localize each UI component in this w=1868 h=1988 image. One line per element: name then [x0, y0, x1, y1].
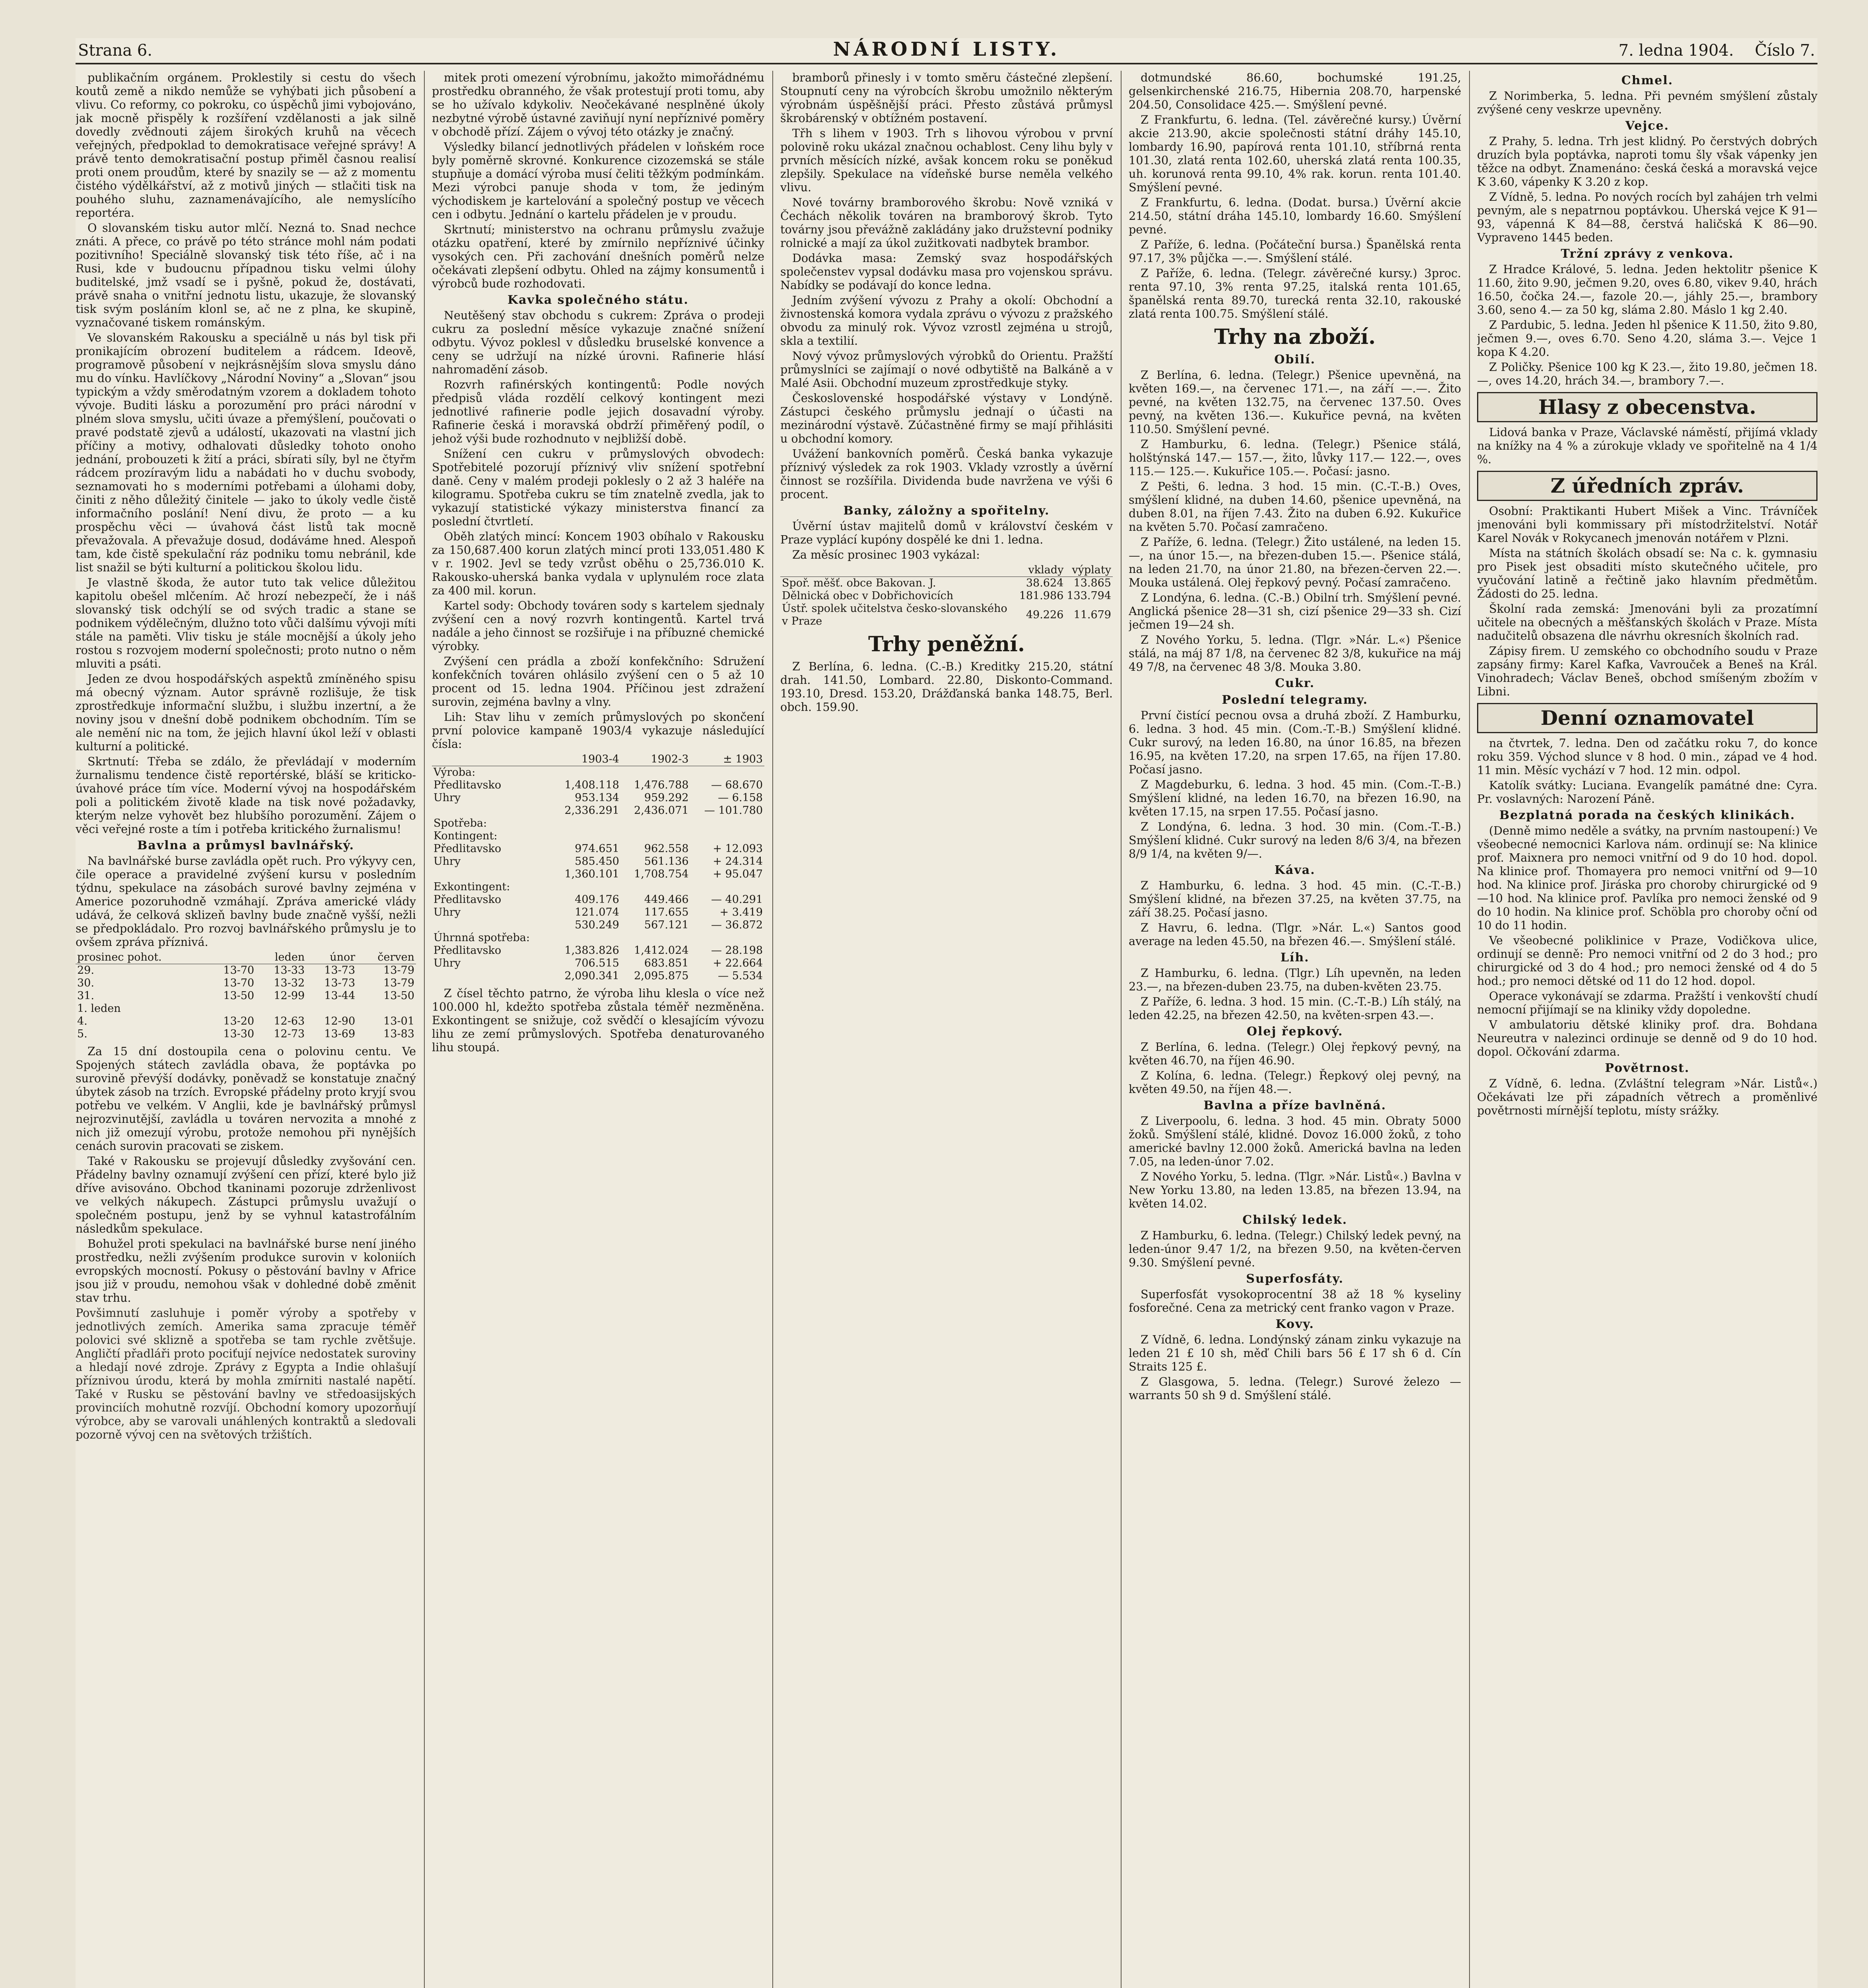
paragraph: Z Paříže, 6. ledna. (Telegr.) Žito ustálené, na leden 15.—, na únor 15.—, na březen-duben 15.—. Pšenice stálá, na leden 21.70, na únor 21.80, na březen-červen 22.—. Mouka ustálená. Olej řepkový pevný. Počasí zamračeno.: [1129, 535, 1461, 589]
paragraph: Z Paříže, 6. ledna. (Počáteční bursa.) Španělská renta 97.17, 3% půjčka —.—. Smýšlení stálé.: [1129, 238, 1461, 265]
section-subheading: Tržní zprávy z venkova.: [1561, 247, 1734, 261]
paragraph: Povšimnutí zasluhuje i poměr výroby a spotřeby v jednotlivých zemích. Amerika sama zpracuje téměř polovici své sklizně a spotřeba se tam rychle zvětšuje. Angličtí přadláři proto pociťují nejvíce nedostatek suroviny a hledají nové zdroje. Zprávy z Egypta a Indie ohlašují příznivou úrodu, která by mohla zmírniti nastalé napětí. Také v Rusku se pěstování bavlny ve středoasijských provinciích mohutně rozvíjí. Obchodní komory upozorňují výrobce, aby se varovali unáhlených kontraktů a sledovali pozorně vývoj cen na světových tržištích.: [76, 1306, 416, 1441]
paragraph: bramborů přinesly i v tomto směru částečné zlepšení. Stoupnutí ceny na výrobcích škrobu umožnilo některým výrobnám úspěšnější práci. Přesto zůstává průmysl škrobárenský v obtížném postavení.: [780, 71, 1113, 125]
boxed-section-heading: Hlasy z obecenstva.: [1477, 392, 1817, 422]
paragraph: Z Liverpoolu, 6. ledna. 3 hod. 45 min. Obraty 5000 žoků. Smýšlení stálé, klidné. Dovoz 16.000 žoků, z toho americké bavlny 12.000 žoků. Americká bavlna na leden 7.05, na leden-únor 7.02.: [1129, 1114, 1461, 1168]
paragraph: Kartel sody: Obchody továren sody s kartelem sjednaly zvýšení cen a nový rozvrh kontingentů. Kartel trvá nadále a jeho činnost se rozšiřuje i na příbuzné chemické výrobky.: [432, 599, 764, 653]
paragraph: Osobní: Praktikanti Hubert Mišek a Vinc. Trávníček jmenováni byli kommissary při místodržitelství. Notář Karel Novák v Rokycanech jmenován notářem v Plzni.: [1477, 504, 1817, 545]
section-heading: Trhy peněžní.: [868, 632, 1025, 656]
table-row: 31. 13-50 12-99 13-44 13-50: [77, 990, 414, 1002]
cotton-price-table: [76, 951, 416, 1041]
paragraph: Z Paříže, 6. ledna. 3 hod. 15 min. (C.-T.-B.) Líh stálý, na leden 42.25, na březen 42.50, na květen-srpen 43.—.: [1129, 995, 1461, 1022]
table-header: výplaty: [1065, 564, 1113, 577]
table-row: Uhry 706.515 683.851 + 22.664: [433, 957, 763, 969]
spirits-statistics-table: [432, 753, 764, 982]
paragraph: Rozvrh rafinérských kontingentů: Podle nových předpisů vláda rozdělí celkový kontingent mezi jednotlivé rafinerie podle jejich dosavadní výroby. Rafinerie česká i moravská obdrží přiměřený podíl, o jehož výši bude rozhodnuto v nejbližší době.: [432, 378, 764, 445]
section-subheading: Poslední telegramy.: [1222, 693, 1368, 707]
table-row: Dělnická obec v Dobřichovicích 181.986 133.794: [782, 590, 1111, 602]
table-row: Spoř. měšť. obce Bakovan. J. 38.624 13.865: [782, 577, 1111, 589]
paragraph: První čistící pecnou ovsa a druhá zboží. Z Hamburku, 6. ledna. 3 hod. 45 min. (Com.-T.-B.) Smýšlení klidné. Cukr surový, na leden 16.80, na únor 16.85, na březen 16.95, na květen 17.20, na srpen 17.65, na říjen 17.80. Počasí jasno.: [1129, 709, 1461, 776]
issue-date: 7. ledna 1904.: [1618, 41, 1734, 60]
paragraph: Z Hamburku, 6. ledna. 3 hod. 45 min. (C.-T.-B.) Smýšlení klidné, na březen 37.25, na květen 37.75, na září 38.25. Počasí jasno.: [1129, 879, 1461, 919]
section-subheading: Superfosfáty.: [1246, 1272, 1344, 1286]
section-subheading: Cukr.: [1275, 676, 1315, 690]
page-number: Strana 6.: [78, 41, 152, 60]
paragraph: (Denně mimo neděle a svátky, na prvním nastoupení:) Ve všeobecné nemocnici Karlova nám. ordinují se: Na klinice prof. Maixnera pro nemoci vnitřní od 9 do 10 hod. dopol. Na klinice prof. Thomayera pro nemoci vnitřní od 9—10 hod. Na klinice prof. Jiráska pro choroby chirurgické od 9—10 hod. Na klinice prof. Pavlíka pro nemoci ženské od 9 do 10 hodin. Na klinice prof. Schöbla pro choroby oční od 10 do 11 hodin.: [1477, 824, 1817, 932]
paragraph: dotmundské 86.60, bochumské 191.25, gelsenkirchenské 216.75, Hibernia 208.70, harpenské 204.50, Consolidace 425.—. Smýšlení pevné.: [1129, 71, 1461, 111]
section-subheading: Kavka společného státu.: [507, 293, 689, 307]
paragraph: Uvážení bankovních poměrů. Česká banka vykazuje příznivý výsledek za rok 1903. Vklady vzrostly a úvěrní činnost se rozšířila. Dividenda bude navržena ve výši 6 procent.: [780, 447, 1113, 501]
table-row: 30. 13-70 13-32 13-73 13-79: [77, 977, 414, 989]
paragraph: Z Hamburku, 6. ledna. (Telegr.) Chilský ledek pevný, na leden-únor 9.47 1/2, na březen 9.50, na květen-červen 9.30. Smýšlení pevné.: [1129, 1229, 1461, 1269]
paragraph: Z Londýna, 6. ledna. 3 hod. 30 min. (Com.-T.-B.) Smýšlení klidné. Cukr surový na leden 8/6 3/4, na březen 8/9 1/4, na květen 9/—.: [1129, 820, 1461, 860]
paragraph: Snížení cen cukru v průmyslových obvodech: Spotřebitelé pozorují příznivý vliv snížení spotřební daně. Ceny v malém prodeji poklesly o 2 až 3 haléře na kilogramu. Spotřeba cukru se tím znatelně zvedla, jak to vykazují statistické výkazy ministerstva financí za poslední čtvrtletí.: [432, 447, 764, 528]
paragraph: na čtvrtek, 7. ledna. Den od začátku roku 7, do konce roku 359. Východ slunce v 8 hod. 0 min., západ ve 4 hod. 11 min. Měsíc vychází v 7 hod. 12 min. odpol.: [1477, 736, 1817, 777]
table-row: 1. leden: [77, 1002, 121, 1015]
section-subheading: Chilský ledek.: [1242, 1213, 1347, 1227]
section-subheading: Banky, záložny a spořitelny.: [843, 504, 1050, 518]
paragraph: Z Magdeburku, 6. ledna. 3 hod. 45 min. (Com.-T.-B.) Smýšlení klidné, na leden 16.70, na březen 16.90, na květen 17.15, na srpen 17.55. Počasí jasno.: [1129, 778, 1461, 818]
paragraph: Z Berlína, 6. ledna. (C.-B.) Kreditky 215.20, státní drah. 141.50, Lombard. 22.80, Diskonto-Command. 193.10, Dresd. 153.20, Drážďanská banka 148.75, Berl. obch. 159.90.: [780, 660, 1113, 714]
paragraph: Za 15 dní dostoupila cena o polovinu centu. Ve Spojených státech zavládla obava, že poptávka po surovině převýší dodávky, poněvadž se konstatuje značný úbytek zásob na trzích. Evropské přádelny proto kryjí svou potřebu ve velkém. V Anglii, kde je bavlnářský průmysl nejrozvinutější, zavládla u továren nervozita a mnohé z nich již omezují výrobu, protože nemohou při nynějších cenách surovin pracovati se ziskem.: [76, 1044, 416, 1153]
paragraph: Oběh zlatých mincí: Koncem 1903 obíhalo v Rakousku za 150,687.400 korun zlatých mincí proti 133,051.480 K v r. 1902. Jevl se tedy vzrůst oběhu o 25,736.010 K. Rakousko-uherská banka vydala v uplynulém roce zlata za 400 mil. korun.: [432, 530, 764, 597]
table-row: Předlitavsko 409.176 449.466 — 40.291: [433, 893, 763, 906]
table-row: Uhry 585.450 561.136 + 24.314: [433, 855, 763, 868]
section-subheading: Bezplatná porada na českých klinikách.: [1499, 808, 1796, 822]
paragraph: Z čísel těchto patrno, že výroba lihu klesla o více než 100.000 hl, kdežto spotřeba zůstala téměř nezměněna. Exkontingent se snižuje, což svědčí o klesajícím vývozu lihu ze zemí průmyslových. Spotřeba denaturovaného lihu stoupá.: [432, 986, 764, 1054]
table-header: 1903-4: [551, 753, 621, 766]
paragraph: Z Vídně, 6. ledna. Londýnský zánam zinku vykazuje na leden 21 £ 10 sh, měď Chili bars 56 £ 17 sh 6 d. Cín Straits 125 £.: [1129, 1333, 1461, 1373]
paragraph: Neutěšený stav obchodu s cukrem: Zpráva o prodeji cukru za poslední měsíce vykazuje značné snížení odbytu. Vývoz poklesl v důsledku bruselské konvence a ceny se udržují na nízké úrovni. Rafinerie hlásí nahromadění zásob.: [432, 309, 764, 376]
table-row: Úhrnná spotřeba:: [433, 932, 530, 944]
paragraph: Katolík svátky: Luciana. Evangelík památné dne: Cyra. Pr. voslavných: Narození Páně.: [1477, 779, 1817, 806]
section-subheading: Káva.: [1274, 863, 1316, 877]
table-header: únor: [306, 951, 357, 964]
section-subheading: Bavlna a příze bavlněná.: [1203, 1099, 1386, 1112]
paragraph: Školní rada zemská: Jmenováni byli za prozatímní učitele na obecných a měšťanských školách v Praze. Místa nadučitelů obsazena dle návrhu okresních školních rad.: [1477, 602, 1817, 643]
savings-table: [780, 564, 1113, 628]
issue-number: Číslo 7.: [1755, 41, 1815, 60]
table-row: Předlitavsko 1,408.118 1,476.788 — 68.670: [433, 779, 763, 791]
paragraph: Je vlastně škoda, že autor tuto tak velice důležitou kapitolu obešel mlčením. Ač hrozí nebezpečí, že i náš slovanský tisk odchýlí se od svých tradic a stane se podnikem výdělečným, dlužno toto vůči dalšímu vývoji míti stále na paměti. Vliv tisku je stále mocnější a úkoly jeho rostou s rozvojem moderní společnosti; proto nutno o něm mluviti a psáti.: [76, 576, 416, 670]
paragraph: Z Poličky. Pšenice 100 kg K 23.—, žito 19.80, ječmen 18.—, oves 14.20, hrách 34.—, brambory 7.—.: [1477, 360, 1817, 387]
paragraph: Místa na státních školách obsadí se: Na c. k. gymnasiu pro Pisek jest obsaditi místo skutečného učitele, pro vyučování latině a řečtině jako hlavním předmětům. Žádosti do 25. ledna.: [1477, 546, 1817, 600]
table-header: vklady: [1018, 564, 1065, 577]
boxed-section-heading: Z úředních zpráv.: [1477, 471, 1817, 501]
paragraph: O slovanském tisku autor mlčí. Nezná to. Snad nechce znáti. A přece, co právě po této stránce mohl nám podati pozitivního! Speciálně slovanský tisk této říše, ač i na Rusi, kde v budoucnu případnou tisku velmi úlohy buditelské, jmž vsadí se i pyšně, pokud že, dostávati, právě snaha o vnitřní jednotu listu, ukazuje, že slovanský tisk svým posláním klonl se, ač ne z plna, ke skupině, vyznačované tiskem románským.: [76, 221, 416, 329]
paragraph: Lih: Stav lihu v zemích průmyslových po skončení první polovice kampaně 1903/4 vykazuje následující čísla:: [432, 710, 764, 751]
section-subheading: Povětrnost.: [1605, 1061, 1690, 1075]
paragraph: Z Frankfurtu, 6. ledna. (Tel. závěrečné kursy.) Úvěrní akcie 213.90, akcie společnosti státní dráhy 145.10, lombardy 16.90, papírová renta 101.10, stříbrná renta 101.30, zlatá renta 102.60, uherská zlatá renta 100.35, uh. korunová renta 99.10, 4% rak. korun. renta 101.40. Smýšlení pevné.: [1129, 113, 1461, 194]
paragraph: Z Pardubic, 5. ledna. Jeden hl pšenice K 11.50, žito 9.80, ječmen 9.—, oves 6.70. Seno 4.20, sláma 3.—. Vejce 1 kopa K 4.20.: [1477, 318, 1817, 359]
paragraph: Z Hamburku, 6. ledna. (Tlgr.) Líh upevněn, na leden 23.—, na březen-duben 23.75, na duben-květen 23.75.: [1129, 966, 1461, 993]
paragraph: Bohužel proti spekulaci na bavlnářské burse není jiného prostředku, nežli zvýšením produkce surovin v koloniích evropských mocností. Pokusy o pěstování bavlny v Africe jsou již v proudu, nemohou však v dohledné době změnit stav trhu.: [76, 1237, 416, 1305]
table-header: prosinec pohot.: [76, 951, 205, 964]
paragraph: Zvýšení cen prádla a zboží konfekčního: Sdružení konfekčních továren ohlásilo zvýšení cen o 5 až 10 procent od 15. ledna 1904. Příčinou jest zdražení surovin, zejména bavlny a vlny.: [432, 654, 764, 709]
paragraph: Z Glasgowa, 5. ledna. (Telegr.) Surové železo — warrants 50 sh 9 d. Smýšlení stálé.: [1129, 1375, 1461, 1402]
paragraph: Z Norimberka, 5. ledna. Při pevném smýšlení zůstaly zvýšené ceny veskrze upevněny.: [1477, 89, 1817, 116]
section-subheading: Vejce.: [1625, 119, 1670, 133]
paragraph: Z Kolína, 6. ledna. (Telegr.) Řepkový olej pevný, na květen 49.50, na říjen 48.—.: [1129, 1069, 1461, 1096]
paragraph: Nový vývoz průmyslových výrobků do Orientu. Pražští průmyslníci se zajímají o nové odbytiště na Balkáně a v Malé Asii. Obchodní muzeum zprostředkuje styky.: [780, 349, 1113, 390]
paragraph: Z Prahy, 5. ledna. Trh jest klidný. Po čerstvých dobrých druzích byla poptávka, naproti tomu šly však vápenky jen těžce na odbyt. Znamenáno: česká česká a moravská vejce K 3.60, vápenky K 3.20 z kop.: [1477, 134, 1817, 188]
paragraph: Jeden ze dvou hospodářských aspektů zmíněného spisu má obecný význam. Autor správně rozlišuje, že tisk zprostředkuje informační službu, i službu inzertní, a že noviny jsou v dnešní době podnikem obchodním. Tím se ale nemění nic na tom, že jejich hlavní úkol leží v oblasti kulturní a politické.: [76, 672, 416, 753]
paragraph: publikačním orgánem. Proklestily si cestu do všech koutů země a nikdo nemůže se vyhýbati jich působení a vlivu. Co reformy, co pokroku, co úspěchů jimi vybojováno, jak mocně přispěly k rozšíření vzdělanosti a jak silně dovedly zvědnouti zájem širokých kruhů na věcech veřejných, předpoklad to demokratisace veřejné správy! A právě tento demokratisační postup přiměl časnou realisí proti onem proudům, které by snazily se — až z momentu čistého výdělkářství, až z motivů jiných — stlačiti tisk na pouhého sluhu, zaznamenávajícího, ale nemyslícího reportéra.: [76, 71, 416, 219]
paragraph: Superfosfát vysokoprocentní 38 až 18 % kyseliny fosforečné. Cena za metrický cent franko vagon v Praze.: [1129, 1287, 1461, 1314]
paragraph: Československé hospodářské výstavy v Londýně. Zástupci českého průmyslu jednají o účasti na mezinárodní výstavě. Zúčastněné firmy se mají přihlásiti u obchodní komory.: [780, 391, 1113, 445]
paragraph: mitek proti omezení výrobnímu, jakožto mimořádnému prostředku obranného, že však protestují proti tomu, aby se ho užívalo kdykoliv. Neočekávané nesplněné úkoly nezbytné výrobě ústavné zaviňují nyní nepříznivé poměry v obchodě přízí. Zájem o vývoj této otázky je značný.: [432, 71, 764, 138]
column-rule: [772, 71, 773, 1988]
table-row: Kontingent:: [433, 830, 498, 842]
paragraph: Skrtnutí: Třeba se zdálo, že převládají v moderním žurnalismu tendence čistě reportérské, bláší se kriticko-úvahové práce tím více. Moderní vývoj na hospodářském poli a politickém životě klade na tisk nové požadavky, kterým nelze vyhovět bez hlubšího porozumění. Zájem o věci veřejné roste a tím i potřeba kritického žurnalismu!: [76, 755, 416, 836]
table-header: 1902-3: [621, 753, 690, 766]
paragraph: Z Berlína, 6. ledna. (Telegr.) Pšenice upevněná, na květen 169.—, na červenec 171.—, na září —.—. Žito pevné, na květen 132.75, na červenec 137.50. Oves pevný, na květen 136.—. Kukuřice pevná, na květen 110.50. Smýšlení pevné.: [1129, 368, 1461, 436]
paragraph: Z Nového Yorku, 5. ledna. (Tlgr. »Nár. L.«) Pšenice stálá, na máj 87 1/8, na červenec 82 3/8, kukuřice na máj 49 7/8, na červenec 48 3/8. Mouka 3.80.: [1129, 633, 1461, 674]
paragraph: Z Paříže, 6. ledna. (Telegr. závěrečné kursy.) 3proc. renta 97.10, 3% renta 97.25, italská renta 101.65, španělská renta 89.70, turecká renta 32.10, rakouské zlatá renta 100.75. Smýšlení stálé.: [1129, 266, 1461, 320]
paragraph: Ve slovanském Rakousku a speciálně u nás byl tisk při pronikajícím obrození buditelem a rádcem. Ideově, programově působení v nejkrásnějším slova smyslu dáno mu do vínku. Havlíčkovy „Národní Noviny“ a „Slovan“ jsou typickým a vždy směrodatným vzorem a dokladem tohoto vývoje. Buditi lásku a porozumění pro práci národní v plném slova smyslu, učiti úvaze a přemýšlení, poučovati o pravé podstatě zjevů a událostí, ukazovati na vlastní jich příčiny a motivy, odhalovati důsledky tohoto onoho jednání, probouzeti k žití a práci, sbírati síly, byl ne čtyřm rádcem prozíravým lidu a nabádati ho v duchu svobody, seznamovati ho s moderními potřebami a úlohami doby, činiti z něho důležitý činitele — jako to úkoly vedle čistě informačního poslání! Není divu, že proto — a ku prospěchu věci — úvahová část listů tak mocně převažovala. A převažuje dosud, dodáváme hned. Alespoň tam, kde čistě spekulační ráz podniku tomu nebránil, kde list snažil se býti kulturní a politickou školou lidu.: [76, 331, 416, 574]
table-row: Předlitavsko 974.651 962.558 + 12.093: [433, 843, 763, 855]
paragraph: Z Pešti, 6. ledna. 3 hod. 15 min. (C.-T.-B.) Oves, smýšlení klidné, na duben 14.60, pšenice upevněná, na duben 8.01, na říjen 7.43. Žito na duben 6.92. Kukuřice na květen 5.70. Počasí zamračeno.: [1129, 480, 1461, 534]
paragraph: Skrtnutí; ministerstvo na ochranu průmyslu zvažuje otázku opatření, které by zmírnilo nepříznivé účinky vysokých cen. Při zachování dnešních poměrů nelze očekávati zlepšení odbytu. Ohled na zájmy konsumentů i výrobců bude rozhodovati.: [432, 223, 764, 290]
section-subheading: Líh.: [1280, 951, 1310, 965]
column-4: [1129, 71, 1461, 1988]
paragraph: Nové továrny bramborového škrobu: Nově vzniká v Čechách několik továren na bramborový škrob. Tyto továrny jsou převážně zakládány jako družstevní podniky rolnické a mají za úkol zužitkovati nadbytek brambor.: [780, 196, 1113, 250]
table-row: Exkontingent:: [433, 881, 510, 893]
table-row: Předlitavsko 1,383.826 1,412.024 — 28.198: [433, 944, 763, 957]
table-row: 2,336.291 2,436.071 — 101.780: [564, 804, 763, 817]
section-subheading: Olej řepkový.: [1246, 1025, 1343, 1039]
table-row: 29. 13-70 13-33 13-73 13-79: [77, 964, 414, 977]
paragraph: Z Havru, 6. ledna. (Tlgr. »Nár. L.«) Santos good average na leden 45.50, na březen 46.—. Smýšlení stálé.: [1129, 921, 1461, 948]
paragraph: Třh s lihem v 1903. Trh s lihovou výrobou v první polovině roku ukázal značnou ochablost. Ceny lihu byly v prvních měsících nízké, avšak koncem roku se poněkud zlepšily. Spekulace na vídeňské burse neměla velkého vlivu.: [780, 126, 1113, 194]
paragraph: Operace vykonávají se zdarma. Pražští i venkovští chudí nemocní přijímají se na kliniky vždy dopoledne.: [1477, 989, 1817, 1016]
column-3: [780, 71, 1113, 1988]
table-row: Uhry 953.134 959.292 — 6.158: [433, 792, 763, 804]
paragraph: Z Vídně, 5. ledna. Po nových rocích byl zahájen trh velmi pevným, ale s nepatrnou poptávkou. Uherská vejce K 91—93, vápenná K 84—88, čerstvá haličská K 86—90. Vypraveno 1445 beden.: [1477, 190, 1817, 244]
column-1: [76, 71, 416, 1988]
masthead: [76, 38, 1817, 64]
date-and-issue: [1603, 41, 1815, 60]
table-row: 1,360.101 1,708.754 + 95.047: [564, 868, 763, 880]
section-heading: Trhy na zboží.: [1214, 325, 1376, 349]
paragraph: Zápisy firem. U zemského co obchodního soudu v Praze zapsány firmy: Karel Kafka, Vavrouček a Beneš na Král. Vinohradech; Václav Beneš, obchod smíšeným zbožím v Libni.: [1477, 644, 1817, 698]
newspaper-page: [76, 38, 1817, 1988]
section-subheading: Obilí.: [1274, 353, 1316, 367]
paragraph: Z Berlína, 6. ledna. (Telegr.) Olej řepkový pevný, na květen 46.70, na říjen 46.90.: [1129, 1040, 1461, 1067]
column-rule: [1121, 71, 1122, 1988]
paragraph: Dodávka masa: Zemský svaz hospodářských společenstev vypsal dodávku masa pro vojenskou správu. Nabídky se podávají do konce ledna.: [780, 251, 1113, 292]
paragraph: Také v Rakousku se projevují důsledky zvyšování cen. Přádelny bavlny oznamují zvýšení cen přízí, které bylo již dříve avisováno. Obchod tkaninami pozoruje zdrženlivost ve velkých nákupech. Zástupci průmyslu uvažují o společném postupu, jenž by se vyhnul katastrofálním následkům spekulace.: [76, 1154, 416, 1235]
section-subheading: Kovy.: [1275, 1317, 1314, 1331]
table-header: ± 1903: [690, 753, 764, 766]
paragraph: Jedním zvýšení vývozu z Prahy a okolí: Obchodní a živnostenská komora vydala zprávu o vývozu z pražského obvodu za minulý rok. Vývoz vzrostl zejména u strojů, skla a textilií.: [780, 293, 1113, 348]
column-5: [1477, 71, 1817, 1988]
table-row: 530.249 567.121 — 36.872: [575, 919, 763, 931]
table-row: Uhry 121.074 117.655 + 3.419: [433, 906, 763, 918]
paragraph: Z Londýna, 6. ledna. (C.-B.) Obilní trh. Smýšlení pevné. Anglická pšenice 28—31 sh, cizí pšenice 29—33 sh. Cizí ječmen 19—24 sh.: [1129, 591, 1461, 631]
paragraph: Z Frankfurtu, 6. ledna. (Dodat. bursa.) Úvěrní akcie 214.50, státní dráha 145.10, lombardy 16.60. Smýšlení pevné.: [1129, 196, 1461, 236]
paragraph: Z Nového Yorku, 5. ledna. (Tlgr. »Nár. Listů«.) Bavlna v New Yorku 13.80, na leden 13.85, na březen 13.94, na květen 14.02.: [1129, 1170, 1461, 1210]
table-header: červen: [357, 951, 416, 964]
paragraph: Za měsíc prosinec 1903 vykázal:: [792, 548, 980, 561]
paragraph: Z Hamburku, 6. ledna. (Telegr.) Pšenice stálá, holštýnská 147.— 157.—, žito, lůvky 117.— 122.—, oves 115.— 125.—. Kukuřice 105.—. Počasí: jasno.: [1129, 437, 1461, 478]
table-row: Spotřeba:: [433, 817, 487, 829]
table-row: 2,090.341 2,095.875 — 5.534: [564, 970, 763, 982]
paragraph: Lidová banka v Praze, Václavské náměstí, přijímá vklady na knížky na 4 % a zúrokuje vklady ve spořitelně na 4 1/4 %.: [1477, 425, 1817, 466]
paragraph: Z Vídně, 6. ledna. (Zvláštní telegram »Nár. Listů«.) Očekávati lze při západních větrech a proměnlivé povětrnosti mírnější teplotu, místy srážky.: [1477, 1077, 1817, 1117]
newspaper-title: NÁRODNÍ LISTY.: [833, 38, 1060, 60]
paragraph: Úvěrní ústav majitelů domů v království českém v Praze vyplácí kupóny dospělé ke dni 1. ledna.: [780, 519, 1113, 546]
column-rule: [424, 71, 425, 1988]
paragraph: Z Hradce Králové, 5. ledna. Jeden hektolitr pšenice K 11.60, žito 9.90, ječmen 9.20, oves 6.80, vikev 9.40, hrách 16.50, čočka 24.—, fazole 20.—, jáhly 25.—, brambory 3.60, seno 4.— za 50 kg, sláma 2.80. Máslo 1 kg 2.40.: [1477, 262, 1817, 316]
paragraph: V ambulatoriu dětské kliniky prof. dra. Bohdana Neureutra v nalezinci ordinuje se denně od 9 do 10 hod. dopol. Očkování zdarma.: [1477, 1018, 1817, 1058]
boxed-section-heading: Denní oznamovatel: [1477, 703, 1817, 733]
paragraph: Na bavlnářské burse zavládla opět ruch. Pro výkyvy cen, čile operace a pravidelné zvýšení kursu v posledním týdnu, spekulace na zásobách surové bavlny zejména v Americe pozoruhodně vzmáhají. Zpráva americké vlády udává, že celková sklizeň bavlny bude značně vyšší, nežli se předpokládalo. Pro rozvoj bavlnářského průmyslu je to ovšem zpráva příznivá.: [76, 854, 416, 949]
table-row: 4. 13-20 12-63 12-90 13-01: [77, 1015, 414, 1027]
column-rule: [1469, 71, 1470, 1988]
section-subheading: Chmel.: [1621, 74, 1674, 87]
paragraph: Výsledky bilancí jednotlivých přádelen v loňském roce byly poměrně skrovné. Konkurence cizozemská se stále stupňuje a domácí výroba musí čeliti těžkým podmínkám. Mezi výrobci panuje shoda v tom, že jediným východiskem je kartelování a společný postup ve věcech cen i odbytu. Jednání o kartelu přádelen je v proudu.: [432, 140, 764, 221]
table-row: 5. 13-30 12-73 13-69 13-83: [77, 1028, 414, 1040]
article-heading: Bavlna a průmysl bavlnářský.: [137, 839, 355, 852]
paragraph: Ve všeobecné poliklinice v Praze, Vodičkova ulice, ordinují se denně: Pro nemoci vnitřní od 2 do 3 hod.; pro chirurgické od 3 do 4 hod.; pro nemoci ženské od 4 do 5 hod.; pro nemoci dětské od 11 do 12 hod. dopol.: [1477, 934, 1817, 988]
column-2: [432, 71, 764, 1988]
table-row: Ústř. spolek učitelstva česko-slovanského v Praze 49.226 11.679: [782, 602, 1111, 627]
table-header: leden: [256, 951, 306, 964]
table-row: Výroba:: [433, 766, 476, 779]
